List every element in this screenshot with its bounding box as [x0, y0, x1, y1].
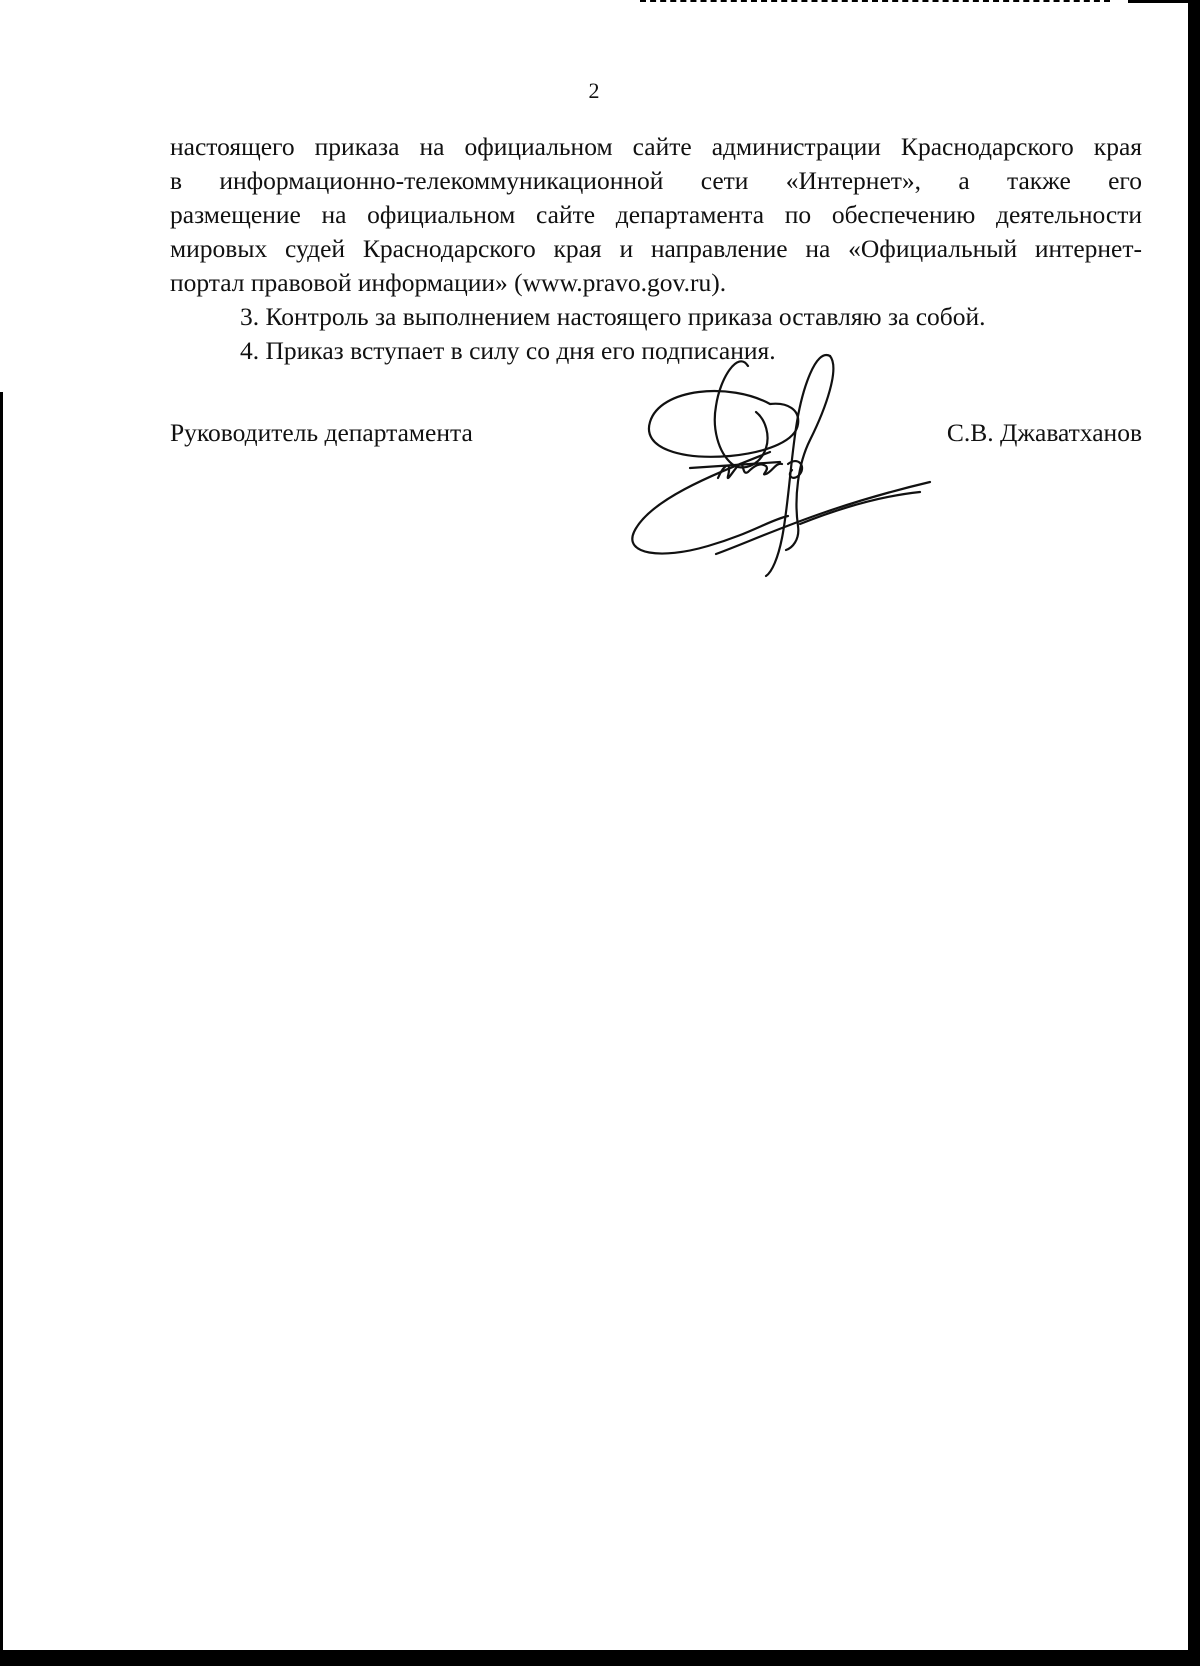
item-4-paragraph: 4. Приказ вступает в силу со дня его подписания.: [240, 336, 776, 365]
signatory-title: Руководитель департамента: [170, 418, 473, 447]
signatory-name: С.В. Джаватханов: [946, 418, 1142, 447]
body-line: мировых судей Краснодарского края и направление на «Официальный интернет-: [170, 234, 1142, 263]
body-line: размещение на официальном сайте департамента по обеспечению деятельности: [170, 200, 1142, 229]
handwritten-signature: [620, 348, 940, 578]
scan-top-artifact: [640, 0, 1110, 5]
page-number: 2: [588, 78, 600, 103]
item-3-paragraph: 3. Контроль за выполнением настоящего приказа оставляю за собой.: [240, 302, 986, 331]
body-line: в информационно-телекоммуникационной сети «Интернет», а также его: [170, 166, 1142, 195]
body-line: настоящего приказа на официальном сайте администрации Краснодарского края: [170, 132, 1142, 161]
document-body: [170, 130, 1142, 368]
scan-left-edge-mark: [0, 392, 3, 1650]
scan-top-right-artifact: [1128, 0, 1188, 3]
body-line-last: портал правовой информации» (www.pravo.gov.ru).: [170, 268, 727, 297]
